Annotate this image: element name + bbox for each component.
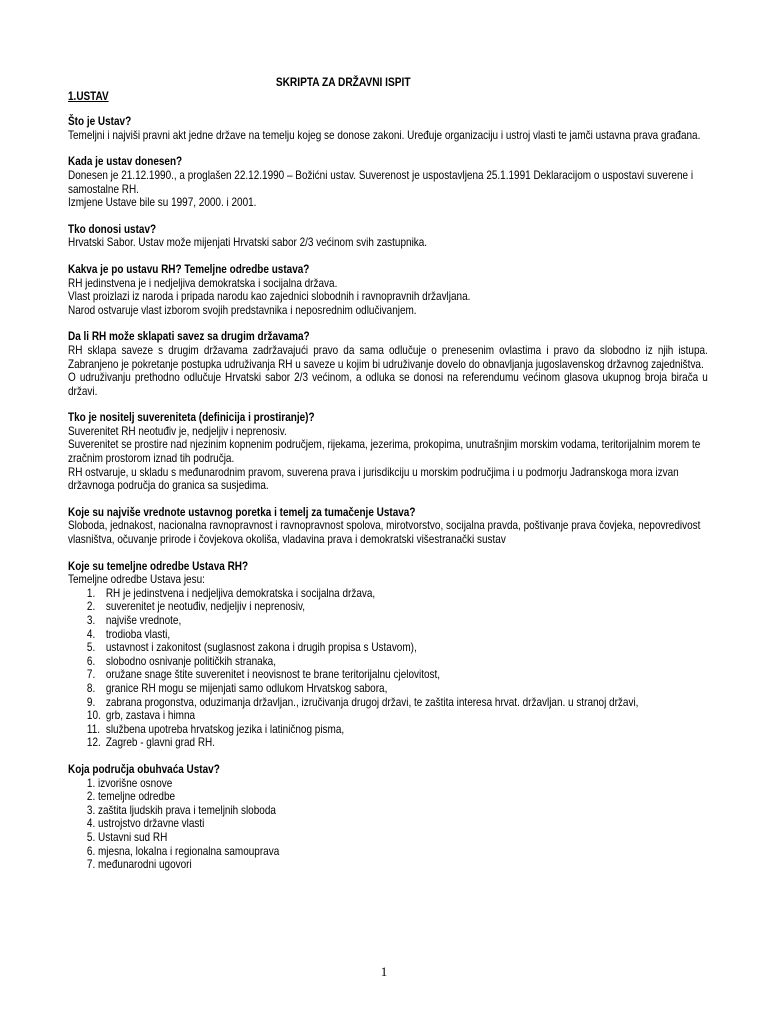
- section-question: Koje su temeljne odredbe Ustava RH?: [68, 559, 249, 573]
- list-item: 6. mjesna, lokalna i regionalna samouprava: [86, 844, 280, 858]
- list-item-text: zabrana progonstva, oduzimanja državljan., izručivanja drugoj državi, te zaštita interesa hrvat. državljan. u stranoj državi,: [105, 695, 639, 709]
- section-paragraph: Temeljni i najviši pravni akt jedne države na temelju kojeg se donose zakoni. Uređuje organizaciju i ustroj vlasti te jamči ustavna prava građana.: [68, 128, 701, 142]
- list-item-number: 4.: [86, 627, 96, 641]
- list-item: [68, 587, 708, 601]
- list-item-number: 5.: [86, 641, 96, 655]
- section-paragraph: RH ostvaruje, u skladu s međunarodnim pravom, suverena prava i jurisdikciju u morskim područjima i u podmorju Jadranskoga mora izvan državnoga područja do granica sa susjedima.: [68, 465, 679, 493]
- list-item-text: granice RH mogu se mijenjati samo odlukom Hrvatskog sabora,: [105, 681, 388, 695]
- section-question: Koje su najviše vrednote ustavnog poretka i temelj za tumačenje Ustava?: [68, 505, 416, 519]
- qa-section: [68, 330, 708, 398]
- list-item: 1. izvorišne osnove: [86, 776, 173, 790]
- section-paragraph: RH sklapa saveze s drugim državama zadržavajući pravo da sama odlučuje o prenesenim ovlastima i pravo da slobodno iz njih istupa. Zabranjeno je pokretanje postupka udruživanja RH u saveze u kojim bi udruživanje dovelo do obnavljanja jugoslavenskog državnog zajedništva.: [68, 343, 708, 371]
- list-item-number: 3.: [86, 614, 96, 627]
- page-number: 1: [380, 964, 388, 979]
- section-paragraph: RH jedinstvena je i nedjeljiva demokratska i socijalna država.: [68, 276, 338, 290]
- podrucja-list: [68, 777, 708, 872]
- list-item-text: najviše vrednote,: [105, 614, 182, 627]
- list-item: [68, 628, 708, 642]
- list-item: [68, 736, 708, 750]
- list-item-number: 10.: [86, 709, 101, 723]
- list-item-number: 1.: [86, 586, 96, 600]
- list-item-text: ustavnost i zakonitost (suglasnost zakona i drugih propisa s Ustavom),: [105, 641, 417, 655]
- list-item: [68, 600, 708, 614]
- list-item: [68, 614, 708, 628]
- list-item: 5. Ustavni sud RH: [86, 830, 168, 844]
- list-item: 4. ustrojstvo državne vlasti: [86, 817, 205, 831]
- section-paragraph: Izmjene Ustave bile su 1997, 2000. i 2001.: [68, 196, 257, 210]
- list-item-text: grb, zastava i himna: [105, 709, 196, 723]
- section-question: Što je Ustav?: [68, 115, 132, 129]
- section-paragraph: Suverenitet RH neotuđiv je, nedjeljiv i neprenosiv.: [68, 424, 287, 438]
- section-paragraph: Donesen je 21.12.1990., a proglašen 22.12.1990 – Božićni ustav. Suverenost je uspostavljena 25.1.1991 Deklaracijom o uspostavi suverene i samostalne RH.: [68, 168, 694, 196]
- list-item: [68, 723, 708, 737]
- list-item: 3. zaštita ljudskih prava i temeljnih sloboda: [86, 803, 276, 817]
- list-item: [68, 668, 708, 682]
- section-question: Kada je ustav donesen?: [68, 155, 183, 169]
- list-item: [68, 641, 708, 655]
- list-item-text: trodioba vlasti,: [105, 627, 171, 641]
- qa-sections: [68, 115, 708, 546]
- qa-section: [68, 411, 708, 493]
- chapter-heading: 1.USTAV: [68, 89, 109, 103]
- qa-section: [68, 155, 708, 209]
- list-item-number: 11.: [86, 722, 101, 736]
- list-item: [68, 709, 708, 723]
- list-item-number: 9.: [86, 695, 96, 709]
- section-intro: Temeljne odredbe Ustava jesu:: [68, 573, 205, 587]
- list-item-text: službena upotreba hrvatskog jezika i latiničnog pisma,: [105, 722, 345, 736]
- qa-section: [68, 223, 708, 250]
- list-item-text: Zagreb - glavni grad RH.: [105, 736, 216, 750]
- qa-section: [68, 506, 708, 547]
- section-question: Tko donosi ustav?: [68, 222, 157, 236]
- list-item-number: 2.: [86, 600, 96, 614]
- section-question: Kakva je po ustavu RH? Temeljne odredbe ustava?: [68, 262, 310, 276]
- list-item-text: oružane snage štite suverenitet i neovisnost te brane teritorijalnu cjelovitost,: [105, 668, 441, 682]
- document-title: SKRIPTA ZA DRŽAVNI ISPIT: [275, 75, 411, 89]
- list-item: [68, 696, 708, 710]
- section-paragraph: Sloboda, jednakost, nacionalna ravnopravnost i ravnopravnost spolova, mirotvorstvo, socijalna pravda, poštivanje prava čovjeka, nepovredivost vlasništva, očuvanje prirode i čovjekova okoliša, vladavina prava i demokratski višestranački sustav: [68, 519, 701, 547]
- list-item: [68, 655, 708, 669]
- list-item-number: 8.: [86, 681, 96, 695]
- list-item-number: 12.: [86, 736, 101, 750]
- podrucja-section: [68, 763, 708, 872]
- list-item: 7. međunarodni ugovori: [86, 858, 192, 872]
- temeljne-odredbe-section: [68, 560, 708, 750]
- list-item: 2. temeljne odredbe: [86, 790, 176, 804]
- list-item-text: RH je jedinstvena i nedjeljiva demokratska i socijalna država,: [105, 586, 376, 600]
- list-item-text: suverenitet je neotuđiv, nedjeljiv i neprenosiv,: [105, 600, 306, 614]
- list-item-number: 6.: [86, 654, 96, 668]
- section-paragraph: Vlast proizlazi iz naroda i pripada narodu kao zajednici slobodnih i ravnopravnih državljana.: [68, 290, 471, 304]
- section-question: Da li RH može sklapati savez sa drugim državama?: [68, 330, 310, 344]
- qa-section: [68, 263, 708, 317]
- list-item-text: slobodno osnivanje političkih stranaka,: [105, 654, 276, 668]
- section-paragraph: Suverenitet se prostire nad njezinim kopnenim područjem, rijekama, jezerima, prokopima, unutrašnjim morskim vodama, teritorijalnim morem te zračnim prostorom iznad tih područja.: [68, 438, 701, 466]
- section-paragraph: Narod ostvaruje vlast izborom svojih predstavnika i neposrednim odlučivanjem.: [68, 303, 417, 317]
- section-paragraph: Hrvatski Sabor. Ustav može mijenjati Hrvatski sabor 2/3 većinom svih zastupnika.: [68, 236, 428, 250]
- list-item-number: 7.: [86, 668, 96, 682]
- section-question: Tko je nositelj suvereniteta (definicija i prostiranje)?: [68, 411, 315, 425]
- list-item: [68, 682, 708, 696]
- section-paragraph: O udruživanju prethodno odlučuje Hrvatski sabor 2/3 većinom, a odluka se donosi na referendumu većinom glasova ukupnog broja birača u državi.: [68, 371, 708, 398]
- document-page: [68, 76, 708, 885]
- qa-section: [68, 115, 708, 142]
- section-question: Koja područja obuhvaća Ustav?: [68, 762, 220, 776]
- temeljne-odredbe-list: [68, 587, 708, 750]
